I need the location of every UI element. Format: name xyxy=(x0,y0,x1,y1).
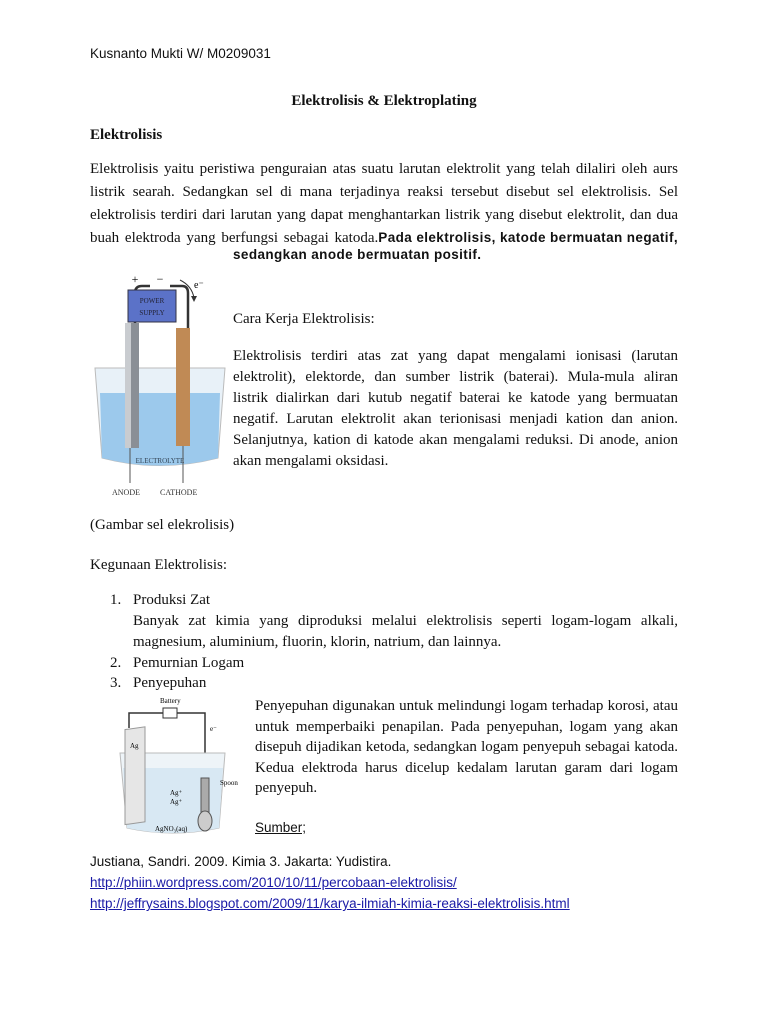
list-item-label: Pemurnian Logam xyxy=(133,655,245,671)
spoon-icon xyxy=(198,811,212,831)
cara-kerja-line: akan mengalami oksidasi. xyxy=(233,453,389,469)
penyepuhan-line: untuk memperbaiki penapilan. Pada penyepuhan, logam yang akan xyxy=(255,718,678,735)
page-title: Elektrolisis & Elektroplating xyxy=(291,93,477,109)
list-item-desc: Banyak zat kimia yang diproduksi melalui elektrolisis seperti logam-logam alkali, xyxy=(133,613,678,629)
power-supply-icon xyxy=(128,290,176,322)
section-heading: Elektrolisis xyxy=(90,127,163,143)
cara-kerja-line: negatif. Larutan elektrolit akan terionisasi menjadi kation dan anion. xyxy=(233,411,678,427)
spoon-label: Spoon xyxy=(220,779,238,787)
ion-label: Ag⁺ xyxy=(170,798,183,806)
intro-line: buah elektroda yang berfungsi sebagai katoda. xyxy=(90,230,379,246)
sumber-heading: Sumber; xyxy=(255,820,307,835)
battery-label: Battery xyxy=(160,697,181,705)
list-number: 1. xyxy=(110,592,122,608)
cara-kerja-line: Selanjutnya, kation di katode akan mengalami reduksi. Di anode, anion xyxy=(233,432,678,448)
intro-line: listrik searah. Sedangkan sel di mana terjadinya reaksi tersebut disebut sel elektrolisis. Sel xyxy=(90,184,678,200)
minus-label: − xyxy=(156,272,164,286)
list-number: 2. xyxy=(110,655,122,671)
intro-bold: Pada elektrolisis, katode bermuatan negatif, xyxy=(378,230,678,245)
ion-label: Ag⁺ xyxy=(170,789,183,797)
cathode-label: CATHODE xyxy=(160,488,198,497)
electrolysis-cell-figure xyxy=(90,268,240,503)
reference-book: Justiana, Sandri. 2009. Kimia 3. Jakarta: Yudistira. xyxy=(90,854,392,869)
cara-kerja-line: elektrolit), elektorde, dan sumber listrik (baterai). Mula-mula aliran xyxy=(233,369,678,385)
list-number: 3. xyxy=(110,675,122,691)
list-item-label: Penyepuhan xyxy=(133,675,207,691)
figure-caption: (Gambar sel elekrolisis) xyxy=(90,517,235,533)
electrolyte-label: ELECTROLYTE xyxy=(135,457,185,465)
intro-line: Elektrolisis yaitu peristiwa penguraian atas suatu larutan elektrolit yang telah dilaliri oleh aurs xyxy=(90,161,678,177)
reference-link[interactable]: http://jeffrysains.blogspot.com/2009/11/karya-ilmiah-kimia-reaksi-elektrolisis.html xyxy=(90,896,570,911)
solution-label: AgNO₃(aq) xyxy=(155,825,188,833)
penyepuhan-line: penyepuh. xyxy=(255,780,318,796)
electron-label: e⁻ xyxy=(210,725,217,733)
plus-label: + xyxy=(131,272,139,286)
cara-kerja-heading: Cara Kerja Elektrolisis: xyxy=(233,311,375,327)
list-item-desc: magnesium, aluminium, fluorin, klorin, natrium, dan lainnya. xyxy=(133,634,502,650)
battery-icon xyxy=(163,708,177,718)
anode-label: ANODE xyxy=(112,488,140,497)
power-label: POWER xyxy=(139,297,165,305)
electron-label: e⁻ xyxy=(194,280,204,291)
penyepuhan-line: Penyepuhan digunakan untuk melindungi logam terhadap korosi, atau xyxy=(255,698,678,714)
cara-kerja-line: listrik dialirkan dari kutub negatif baterai ke katode yang bermuatan xyxy=(233,390,678,406)
cara-kerja-line: Elektrolisis terdiri atas zat yang dapat mengalami ionisasi (larutan xyxy=(233,348,678,364)
list-item-label: Produksi Zat xyxy=(133,592,211,608)
kegunaan-heading: Kegunaan Elektrolisis: xyxy=(90,557,228,573)
cathode-electrode xyxy=(176,328,190,446)
intro-bold: sedangkan anode bermuatan positif. xyxy=(233,247,482,262)
penyepuhan-line: Kedua elektroda harus dicelup kedalam larutan garam dari logam xyxy=(255,759,678,776)
penyepuhan-line: disepuh dijadikan ketoda, sedangkan logam penyepuh sebagai katoda. xyxy=(255,739,678,755)
ag-label: Ag xyxy=(130,742,139,750)
supply-label: SUPPLY xyxy=(139,309,165,317)
electroplating-figure xyxy=(115,693,255,838)
reference-link[interactable]: http://phiin.wordpress.com/2010/10/11/percobaan-elektrolisis/ xyxy=(90,875,457,890)
intro-line: elektrolisis terdiri dari larutan yang dapat menghantarkan listrik yang disebut elektrolit, dan dua xyxy=(90,207,678,223)
header-author: Kusnanto Mukti W/ M0209031 xyxy=(90,46,271,61)
